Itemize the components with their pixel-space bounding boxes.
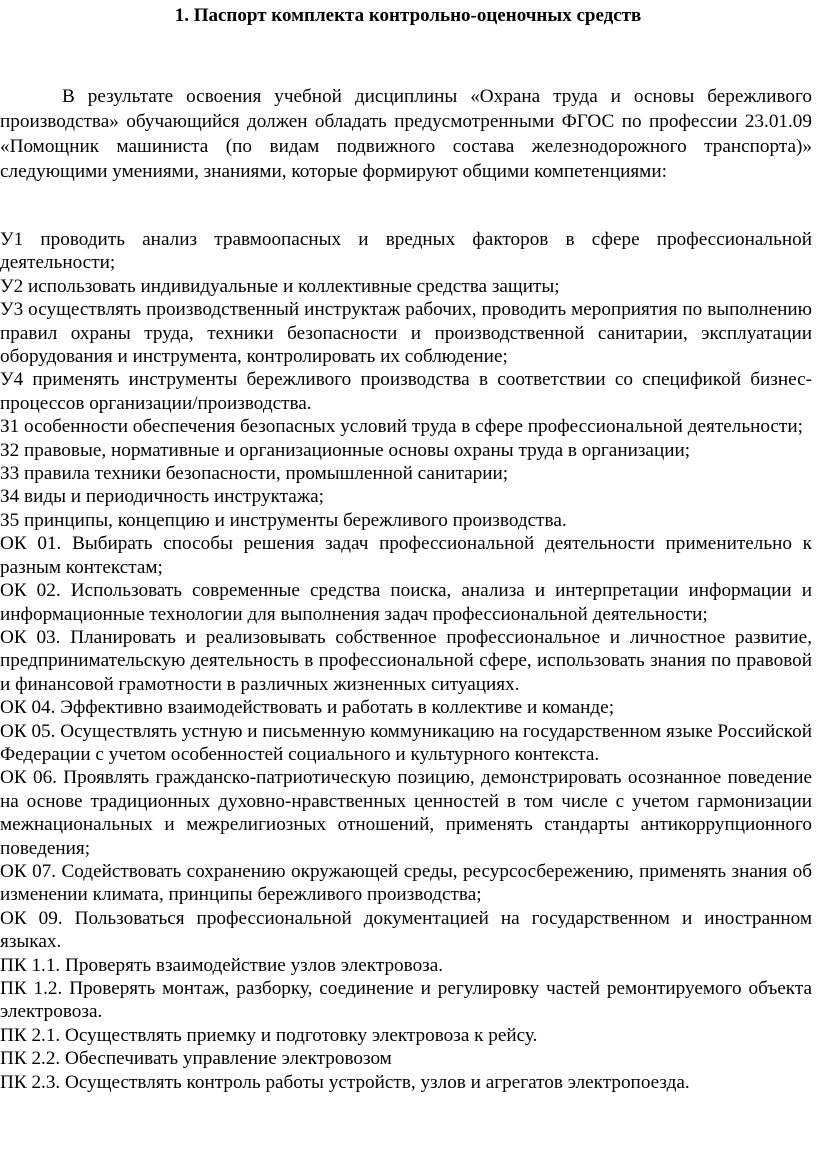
list-item: ПК 2.3. Осуществлять контроль работы устройств, узлов и агрегатов электропоезда. [0,1071,690,1093]
list-item: ОК 06. Проявлять гражданско-патриотическую позицию, демонстрировать осознанное поведение на основе традиционных духовно-нравственных ценностей в том числе с учетом гармонизации межнациональных и межрелигиозных отношений, применять стандарты антикоррупционного поведения; [0,767,812,859]
competency-list [0,228,812,1094]
list-item: З1 особенности обеспечения безопасных условий труда в сфере профессиональной деятельности; [0,416,803,438]
list-item: З3 правила техники безопасности, промышленной санитарии; [0,463,509,485]
list-item: З5 принципы, концепцию и инструменты бережливого производства. [0,509,567,531]
list-item: ПК 2.2. Обеспечивать управление электровозом [0,1048,392,1070]
list-item: ОК 09. Пользоваться профессиональной документацией на государственном и иностранном языках. [0,907,812,953]
list-item: ОК 02. Использовать современные средства поиска, анализа и интерпретации информации и информационные технологии для выполнения задач профессиональной деятельности; [0,580,812,625]
list-item: ОК 07. Содействовать сохранению окружающей среды, ресурсосбережению, применять знания об изменении климата, принципы бережливого производства; [0,860,812,906]
list-item: ОК 05. Осуществлять устную и письменную коммуникацию на государственном языке Российской Федерации с учетом особенностей социального и культурного контекста. [0,720,812,765]
list-item: ОК 03. Планировать и реализовывать собственное профессиональное и личностное развитие, предпринимательскую деятельность в профессиональной сфере, использовать знания по правовой и финансовой грамотности в различных жизненных ситуациях. [0,626,812,695]
intro-paragraph: В результате освоения учебной дисциплины «Охрана труда и основы бережливого производства» обучающийся должен обладать предусмотренными ФГОС по профессии 23.01.09 «Помощник машиниста (по видам подвижного состава железнодорожного транспорта)» следующими умениями, знаниями, которые формируют общими компетенциями: [0,86,812,182]
list-item: У3 осуществлять производственный инструктаж рабочих, проводить мероприятия по выполнению правил охраны труда, техники безопасности и производственной санитарии, эксплуатации оборудования и инструмента, контролировать их соблюдение; [0,299,812,368]
list-item: ОК 01. Выбирать способы решения задач профессиональной деятельности применительно к разным контекстам; [0,533,812,578]
list-item: У1 проводить анализ травмоопасных и вредных факторов в сфере профессиональной деятельности; [0,229,812,274]
list-item: У2 использовать индивидуальные и коллективные средства защиты; [0,275,560,297]
page-title: 1. Паспорт комплекта контрольно-оценочных средств [174,5,642,26]
list-item: ПК 2.1. Осуществлять приемку и подготовку электровоза к рейсу. [0,1024,538,1046]
list-item: ОК 04. Эффективно взаимодействовать и работать в коллективе и команде; [0,697,615,719]
list-item: У4 применять инструменты бережливого производства в соответствии со спецификой бизнес-процессов организации/производства. [0,369,812,414]
list-item: ПК 1.2. Проверять монтаж, разборку, соединение и регулировку частей ремонтируемого объекта электровоза. [0,978,812,1023]
list-item: З4 виды и периодичность инструктажа; [0,486,324,508]
list-item: З2 правовые, нормативные и организационные основы охраны труда в организации; [0,439,691,461]
list-item: ПК 1.1. Проверять взаимодействие узлов электровоза. [0,954,444,976]
